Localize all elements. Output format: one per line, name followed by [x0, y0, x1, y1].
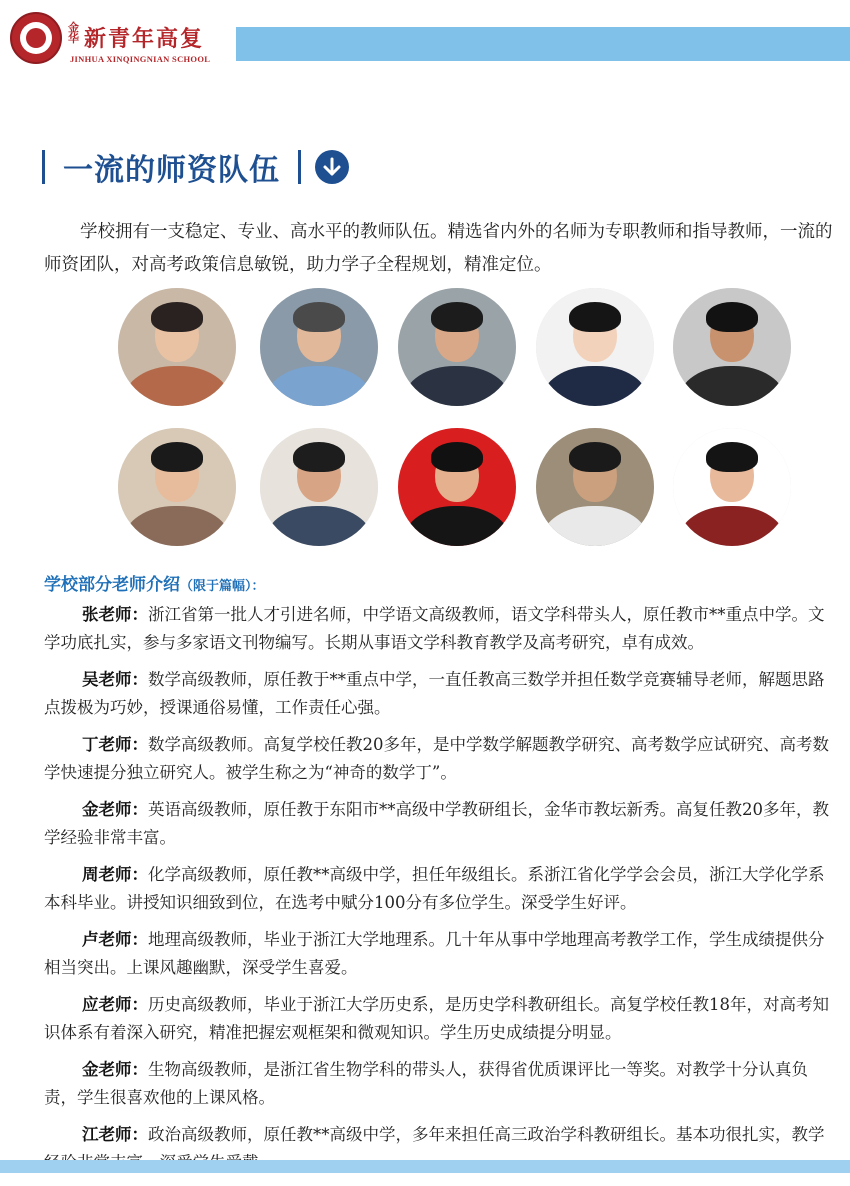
intro-paragraph: 学校拥有一支稳定、专业、高水平的教师队伍。精选省内外的名师为专职教师和指导教师，一流的师资团队，对高考政策信息敏锐，助力学子全程规划，精准定位。 [44, 222, 833, 275]
teacher-item [44, 601, 836, 657]
teacher-photo [398, 428, 516, 546]
section-title-text: 一流的师资队伍 [63, 153, 280, 188]
teacher-description: 浙江省第一批人才引进名师，中学语文高级教师，语文学科带头人，原任教市**重点中学。文学功底扎实，参与多家语文刊物编写。长期从事语文学科教育教学及高考研究，卓有成效。 [44, 605, 825, 652]
teacher-intro-heading-note: （限于篇幅）： [180, 579, 265, 594]
teacher-item [44, 991, 836, 1047]
teacher-item [44, 926, 836, 982]
teacher-name: 金老师： [82, 800, 148, 819]
teacher-photo [118, 428, 236, 546]
teacher-item [44, 666, 836, 722]
logo-chinese-name [68, 22, 204, 53]
header [0, 0, 850, 80]
teacher-intro-heading [44, 570, 836, 595]
teacher-item [44, 861, 836, 917]
teacher-intro-heading-text: 学校部分老师介绍 [44, 575, 180, 595]
title-left-bar [42, 150, 45, 184]
logo-main-text: 新青年高复 [84, 26, 205, 52]
teacher-name: 丁老师： [82, 735, 148, 754]
teacher-photo [673, 428, 791, 546]
teacher-description: 历史高级教师，毕业于浙江大学历史系，是历史学科教研组长。高复学校任教18年，对高考知识体系有着深入研究，精准把握宏观框架和微观知识。学生历史成绩提分明显。 [44, 995, 829, 1042]
teacher-name: 金老师： [82, 1060, 148, 1079]
teacher-photo [536, 288, 654, 406]
teacher-item [44, 796, 836, 852]
logo-english-name: JINHUA XINQINGNIAN SCHOOL [70, 54, 211, 64]
teacher-name: 应老师： [82, 995, 148, 1014]
teacher-item [44, 1056, 836, 1112]
teacher-description: 政治高级教师，原任教**高级中学，多年来担任高三政治学科教研组长。基本功很扎实，教学 [148, 1125, 825, 1144]
teacher-item [44, 731, 836, 787]
teacher-description: 生物高级教师，是浙江省生物学科的带头人，获得省优质课评比一等奖。对教学十分认真负责，学生很喜欢他的上课风格。 [44, 1060, 808, 1107]
teacher-name: 卢老师： [82, 930, 148, 949]
bottom-decoration [0, 1160, 850, 1173]
teacher-name: 张老师： [82, 605, 148, 624]
teacher-intro-section [44, 570, 836, 1186]
teacher-list [44, 601, 836, 1177]
header-blue-bar [236, 27, 850, 61]
section-title [42, 147, 349, 187]
teacher-name: 吴老师： [82, 670, 148, 689]
teacher-name: 江老师： [82, 1125, 148, 1144]
teacher-photo [536, 428, 654, 546]
teacher-name: 周老师： [82, 865, 148, 884]
school-seal-logo [10, 12, 62, 64]
logo-small-text: 金华 [68, 21, 81, 45]
teacher-photo [118, 288, 236, 406]
teacher-photo [673, 288, 791, 406]
teacher-description: 数学高级教师，原任教于**重点中学，一直任教高三数学并担任数学竞赛辅导老师，解题思路点拨极为巧妙，授课通俗易懂，工作责任心强。 [44, 670, 825, 717]
teacher-photo [398, 288, 516, 406]
teacher-description: 地理高级教师，毕业于浙江大学地理系。几十年从事中学地理高考教学工作，学生成绩提供分相当突出。上课风趣幽默，深受学生喜爱。 [44, 930, 825, 977]
teacher-photo [260, 288, 378, 406]
title-right-bar [298, 150, 301, 184]
teacher-photo [260, 428, 378, 546]
teacher-description: 数学高级教师。高复学校任教20多年，是中学数学解题教学研究、高考数学应试研究、高考数学快速提分独立研究人。被学生称之为“神奇的数学丁”。 [44, 735, 829, 782]
teacher-description: 英语高级教师，原任教于东阳市**高级中学教研组长，金华市教坛新秀。高复任教20多年，教学经验非常丰富。 [44, 800, 829, 847]
teacher-description: 化学高级教师，原任教**高级中学，担任年级组长。系浙江省化学学会会员，浙江大学化学系本科毕业。讲授知识细致到位，在选考中赋分100分有多位学生。深受学生好评。 [44, 865, 825, 912]
arrow-down-circle-icon [315, 150, 349, 184]
